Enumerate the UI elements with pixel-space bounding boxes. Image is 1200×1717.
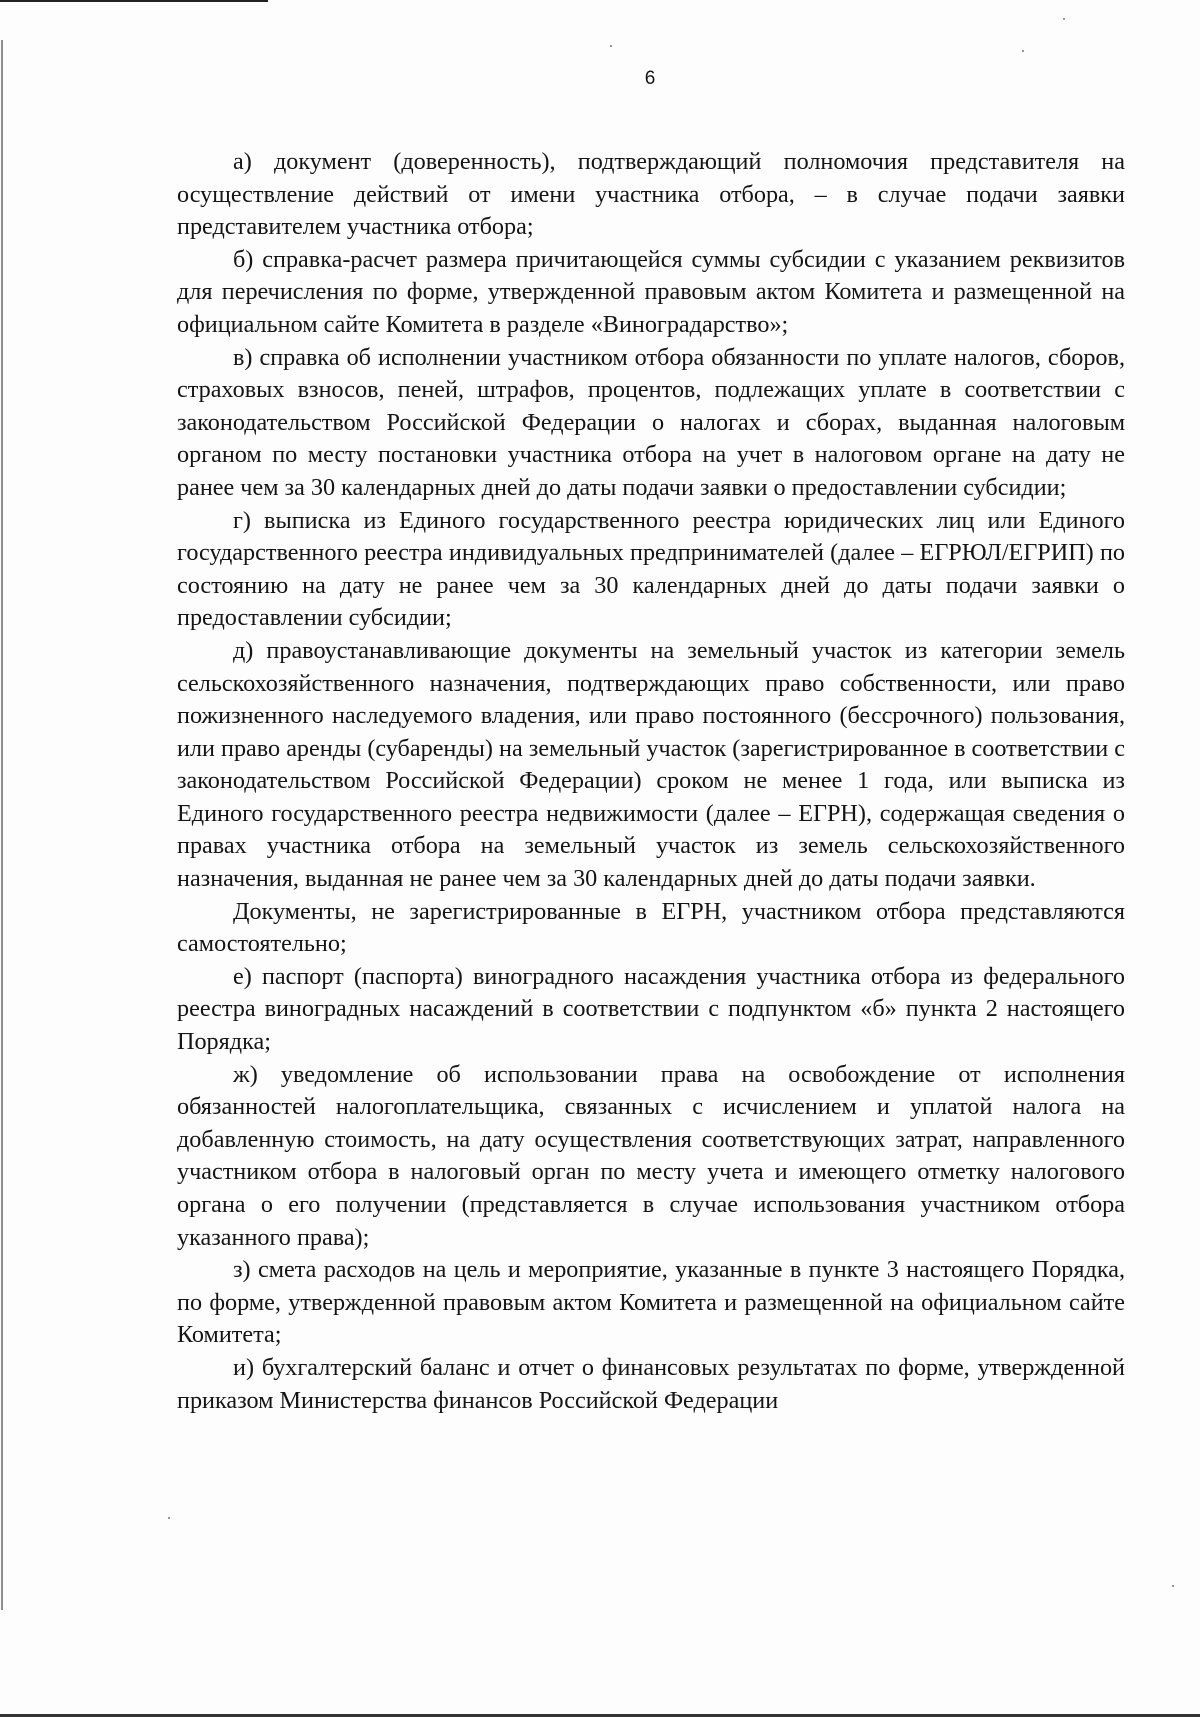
scan-speck [1172,1585,1174,1587]
paragraph-zh: ж) уведомление об использовании права на освобождение от исполнения обязанностей налогоплательщика, связанных с исчислением и уплатой налога на добавленную стоимость, на дату осуществления соответствующих затрат, направленного участником отбора в налоговый орган по месту учета и имеющего отметку налогового органа о его получении (представляется в случае использования участником отбора указанного права); [177,1060,1125,1251]
document-body [177,146,1125,1417]
paragraph-z: з) смета расходов на цель и мероприятие, указанные в пункте 3 настоящего Порядка, по форме, утвержденной правовым актом Комитета и размещенной на официальном сайте Комитета; [177,1256,1125,1349]
scan-edge-left [1,40,3,1610]
paragraph-g: г) выписка из Единого государственного реестра юридических лиц или Единого государственного реестра индивидуальных предпринимателей (далее – ЕГРЮЛ/ЕГРИП) по состоянию на дату не ранее чем за 30 календарных дней до даты подачи заявки о предоставлении субсидии; [177,506,1125,632]
paragraph-v: в) справка об исполнении участником отбора обязанности по уплате налогов, сборов, страховых взносов, пеней, штрафов, процентов, подлежащих уплате в соответствии с законодательством Российской Федерации о налогах и сборах, выданная налоговым органом по месту постановки участника отбора на учет в налоговом органе на дату не ранее чем за 30 календарных дней до даты подачи заявки о предоставлении субсидии; [177,343,1125,501]
page-number: 6 [644,68,656,89]
paragraph-i: и) бухгалтерский баланс и отчет о финансовых результатах по форме, утвержденной приказом Министерства финансов Российской Федерации [177,1353,1125,1414]
paragraph-a: а) документ (доверенность), подтверждающий полномочия представителя на осуществление действий от имени участника отбора, – в случае подачи заявки представителем участника отбора; [177,148,1125,241]
paragraph-d: д) правоустанавливающие документы на земельный участок из категории земель сельскохозяйственного назначения, подтверждающих право собственности, или право пожизненного наследуемого владения, или право постоянного (бессрочного) пользования, или право аренды (субаренды) на земельный участок (зарегистрированное в соответствии с законодательством Российской Федерации) сроком не менее 1 года, или выписка из Единого государственного реестра недвижимости (далее – ЕГРН), содержащая сведения о правах участника отбора на земельный участок из земель сельскохозяйственного назначения, выданная не ранее чем за 30 календарных дней до даты подачи заявки. [177,636,1125,893]
paragraph-egrn-note: Документы, не зарегистрированные в ЕГРН, участником отбора представляются самостоятельно; [177,897,1125,958]
scan-speck [1063,18,1065,20]
paragraph-e: е) паспорт (паспорта) виноградного насаждения участника отбора из федерального реестра виноградных насаждений в соответствии с подпунктом «б» пункта 2 настоящего Порядка; [177,962,1125,1056]
scan-speck [610,45,612,47]
scan-speck [168,1517,170,1519]
scan-edge-top [0,0,268,2]
paragraph-b: б) справка-расчет размера причитающейся суммы субсидии с указанием реквизитов для перечисления по форме, утвержденной правовым актом Комитета и размещенной на официальном сайте Комитета в разделе «Виноградарство»; [177,245,1125,338]
scan-speck [1022,50,1024,52]
